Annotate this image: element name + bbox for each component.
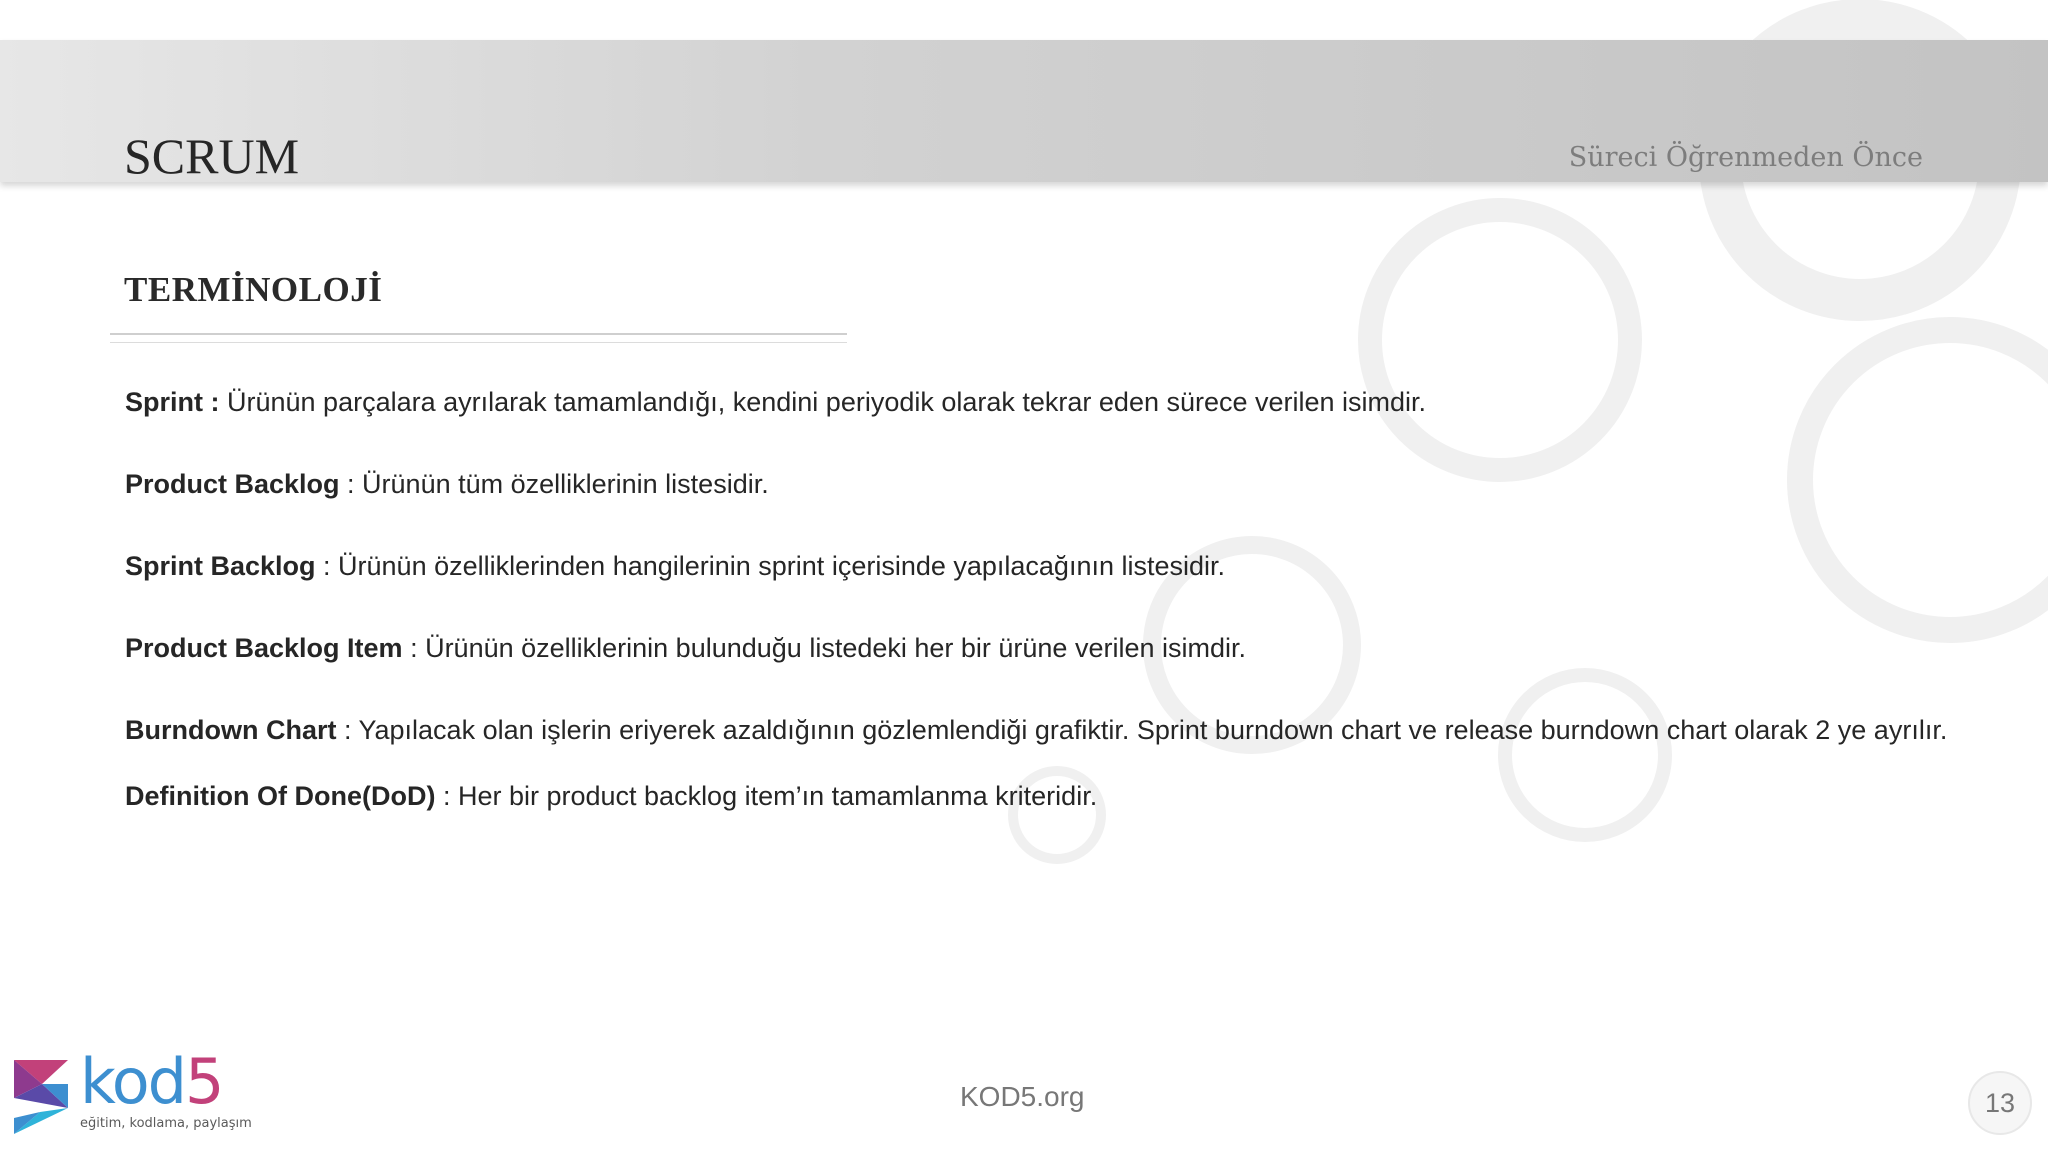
term-definition: : Her bir product backlog item’ın tamamlanma kriteridir. [435, 781, 1098, 811]
term-item-sprint-backlog [125, 549, 1975, 583]
term-label: Product Backlog Item [125, 633, 403, 663]
footer-site-link[interactable]: KOD5.org [960, 1081, 1085, 1112]
term-definition: : Ürünün özelliklerinden hangilerinin sprint içerisinde yapılacağının listesidir. [315, 551, 1226, 581]
page-number: 13 [1968, 1071, 2032, 1135]
term-label: Sprint : [125, 387, 220, 417]
logo-word: kod [80, 1045, 185, 1118]
term-item-burndown-chart [125, 713, 1975, 747]
term-definition: : Yapılacak olan işlerin eriyerek azaldığının gözlemlendiği grafiktir. Sprint burndown chart ve release burndown chart olarak 2 ye ayrılır. [336, 715, 1948, 745]
section-divider [110, 333, 847, 343]
deck-title: SCRUM [124, 128, 300, 184]
term-definition: Ürünün parçalara ayrılarak tamamlandığı, kendini periyodik olarak tekrar eden sürece verilen isimdir. [219, 387, 1427, 417]
term-item-product-backlog [125, 467, 1975, 501]
header-bar [0, 40, 2048, 182]
logo-mark-icon [12, 1058, 70, 1138]
logo-tagline: eğitim, kodlama, paylaşım [80, 1116, 252, 1131]
term-item-sprint [125, 385, 1975, 419]
term-item-definition-of-done [125, 779, 1975, 813]
term-definition: : Ürünün tüm özelliklerinin listesidir. [339, 469, 769, 499]
term-label: Burndown Chart [125, 715, 337, 745]
term-item-product-backlog-item [125, 631, 1975, 665]
kod5-logo [12, 1045, 252, 1140]
term-definition: : Ürünün özelliklerinin bulunduğu listedeki her bir ürüne verilen isimdir. [402, 633, 1246, 663]
term-label: Sprint Backlog [125, 551, 316, 581]
terminology-list [125, 385, 1975, 861]
section-title: TERMİNOLOJİ [124, 270, 383, 309]
logo-number: 5 [184, 1045, 223, 1118]
term-label: Product Backlog [125, 469, 340, 499]
header-subtitle: Süreci Öğrenmeden Önce [1568, 142, 1923, 173]
logo-wordmark [80, 1046, 222, 1118]
term-label: Definition Of Done(DoD) [125, 781, 436, 811]
